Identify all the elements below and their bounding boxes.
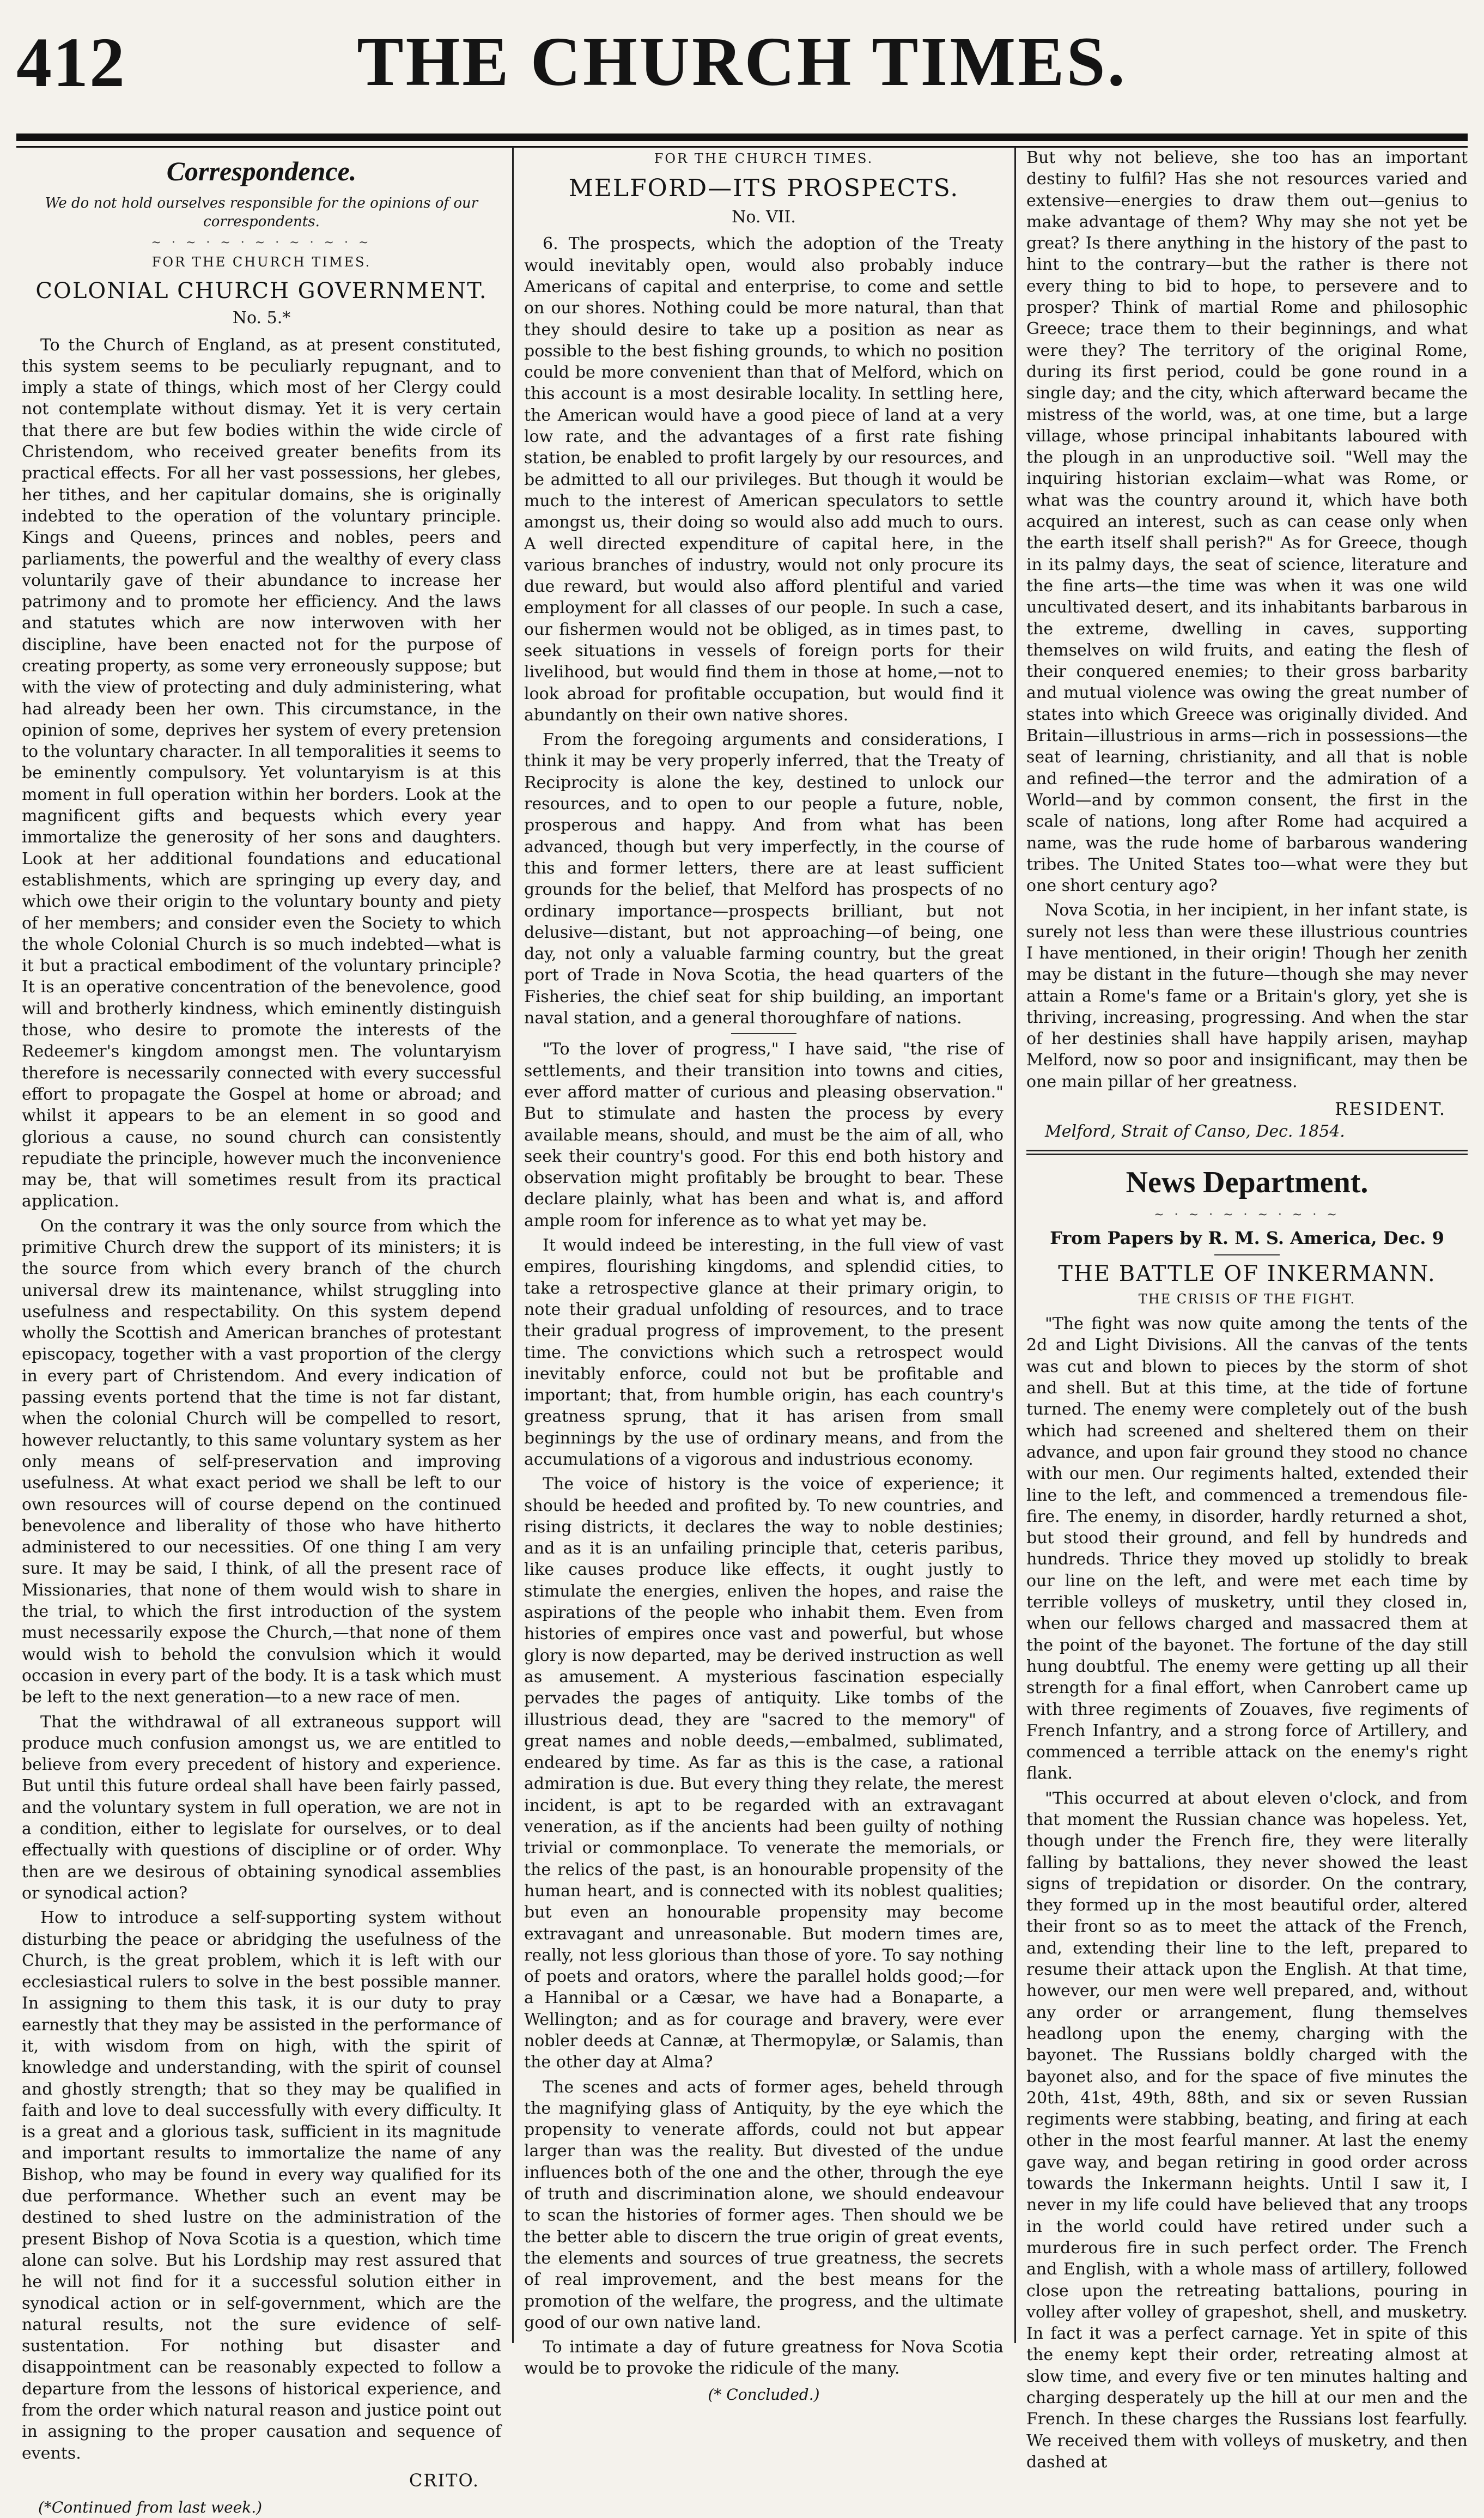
news-source-line: From Papers by R. M. S. America, Dec. 9 — [1050, 1228, 1444, 1249]
concluded-note: (* Concluded.) — [708, 2385, 820, 2404]
article-paragraph: The voice of history is the voice of experience; it should be heeded and profited by. To new countries, and rising districts, it declares the way to noble destinies; and as it is an unfailing principle that, ceteris paribus, like causes produce like effects, it ought justly to stimulate the energies, enliven the hopes, and raise the aspirations of the people who inhabit them. Even from histories of empires once vast and powerful, but whose glory is now departed, may be derived instruction as well as amusement. A mysterious fascination especially pervades the pages of antiquity. Like tombs of the illustrious dead, they are "sacred to the memory" of great names and noble deeds,—embalmed, sublimated, endeared by time. As far as this is the case, a rational admiration is due. But every thing they relate, the merest incident, is apt to be regarded with an extravagant veneration, as if the ancients had been guilty of nothing trivial or commonplace. To venerate the memorials, or the relics of the past, is an honourable propensity of the human heart, and is connected with its noblest qualities; but even an honourable propensity may become extravagant and unreasonable. But modern times are, really, not less glorious than those of yore. To say nothing of poets and orators, where the parallel holds good;—for a Hannibal or a Cæsar, we have had a Bonaparte, a Wellington; and as for courage and bravery, were ever nobler deeds at Cannæ, at Thermopylæ, or Salamis, than the other day at Alma? — [524, 1475, 1003, 2072]
article-title: THE BATTLE OF INKERMANN. — [1058, 1261, 1436, 1287]
column-divider — [1014, 147, 1016, 2343]
author-signature: CRITO. — [409, 2470, 479, 2491]
page-number: 412 — [16, 23, 126, 102]
byline-for-church-times: FOR THE CHURCH TIMES. — [654, 151, 874, 166]
article-paragraph: From the foregoing arguments and considerations, I think it may be very properly inferred, that the Treaty of Reciprocity is alone the key, destined to unlock our resources, and to open to our people a future, noble, prosperous and happy. And from what has been advanced, though but very imperfectly, in the course of this and former letters, there are at least sufficient grounds for the belief, that Melford has prospects of no ordinary importance—prospects brilliant, but not delusive—distant, but not approaching—of being, one day, not only a valuable farming country, but the great port of Trade in Nova Scotia, the head quarters of the Fisheries, the chief seat for ship building, an important naval station, and a general thoroughfare of nations. — [524, 730, 1003, 1028]
article-subtitle: THE CRISIS OF THE FIGHT. — [1138, 1291, 1356, 1307]
masthead — [16, 22, 1468, 131]
article-paragraph: To the Church of England, as at present constituted, this system seems to be peculiarly repugnant, and to imply a state of things, which most of her Clergy could not contemplate without dismay. Yet it is very certain that there are but few bodies within the wide circle of Christendom, who received greater benefits from its practical effects. For all her vast possessions, her glebes, her tithes, and her capitular domains, she is originally indebted to the operation of the voluntary principle. Kings and Queens, princes and nobles, peers and parliaments, the powerful and the wealthy of every class voluntarily gave of their abundance to increase her patrimony and to promote her efficiency. And the laws and statutes which are now interwoven with her discipline, have been enacted not for the purpose of creating property, as some very erroneously suppose; but with the view of protecting and duly administering, what had already been her own. This circumstance, in the opinion of some, deprives her system of every pretension to the voluntary character. In all temporalities it seems to be eminently compulsory. Yet voluntaryism is at this moment in full operation within her borders. Look at the magnificent gifts and bequests which every year immortalize the generosity of her sons and daughters. Look at her additional foundations and educational establishments, which are springing up every day, and which owe their origin to the voluntary bounty and piety of her members; and consider even the Society to which the whole Colonial Church is so much indebted—what is it but a practical embodiment of the voluntary principle? It is an operative concentration of the benevolence, good will and brotherly kindness, which eminently distinguish those, who desire to promote the interests of the Redeemer's kingdom amongst men. The voluntaryism therefore is necessarily connected with every successful effort to propagate the Gospel at home or abroad; and whilst it appears to be an element in so good and glorious a cause, no sound church can consistently repudiate the principle, however much the inconvenience may be, that will sometimes result from its practical application. — [22, 335, 501, 1211]
section-heading-news: News Department. — [1126, 1166, 1369, 1200]
section-heading-correspondence: Correspondence. — [166, 156, 357, 186]
dateline: Melford, Strait of Canso, Dec. 1854. — [1045, 1121, 1345, 1141]
article-paragraph: But why not believe, she too has an important destiny to fulfil? Has she not resources varied and extensive—energies to draw them out—genius to make advantage of them? Why may she not yet be great? Is there anything in the history of the past to hint to the contrary—but the rather is there not every thing to bid to hope, to persevere and to prosper? Think of martial Rome and philosophic Greece; trace them to their beginnings, and what were they? The territory of the original Rome, during its first period, could be gone round in a single day; and the city, which afterward became the mistress of the world, was, at one time, but a large village, whose principal inhabitants laboured with the plough in an unproductive soil. "Well may the inquiring historian exclaim—what was Rome, or what was the country around it, which have both acquired an interest, such as can cease only when the earth itself shall perish?" As for Greece, though in its palmy days, the seat of science, literature and the fine arts—the time was when it was one wild uncultivated desert, and its inhabitants barbarous in the extreme, dwelling in caves, supporting themselves on wild fruits, and eating the flesh of their conquered enemies; to their gross barbarity and mutual violence was owing the great number of states into which Greece was originally divided. And Britain—illustrious in arms—rich in possessions—the seat of learning, christianity, and all that is noble and refined—the terror and the admiration of a World—and by common consent, the first in the scale of nations, long after Rome had acquired a name, was the rude home of barbarous wandering tribes. The United States too—what were they but one short century ago? — [1026, 148, 1468, 896]
column-3 — [1026, 147, 1468, 2472]
editorial-disclaimer: We do not hold ourselves responsible for the opinions of our correspondents. — [45, 195, 478, 230]
article-title: COLONIAL CHURCH GOVERNMENT. — [35, 278, 488, 304]
article-number: No. VII. — [732, 208, 796, 227]
separator-rule — [1214, 1254, 1280, 1255]
byline-for-church-times: FOR THE CHURCH TIMES. — [151, 254, 372, 270]
newspaper-title: THE CHURCH TIMES. — [357, 23, 1127, 100]
column-2 — [524, 147, 1003, 2404]
article-paragraph: "To the lover of progress," I have said, "the rise of settlements, and their transition into towns and cities, ever afford matter of curious and pleasing observation." But to stimulate and hasten the process by every available means, should, and must be the aim of all, who seek their country's good. For this end both history and observation might profitably be brought to bear. These declare plainly, what has been and what is, and afford ample room for inference as to what yet may be. — [524, 1040, 1003, 1230]
separator-rule — [731, 1033, 796, 1034]
article-paragraph: It would indeed be interesting, in the full view of vast empires, flourishing kingdoms, and splendid cities, to take a retrospective glance at their primary origin, to note their gradual unfolding of resources, and to trace their gradual progress of improvement, to the present time. The convictions which such a retrospect would inevitably enforce, could not but be profitable and important; that, from humble origin, has each country's greatness sprung, that it has arisen from small beginnings by the use of ordinary means, and from the accumulations of a vigorous and industrious economy. — [524, 1236, 1003, 1469]
article-number: No. 5.* — [232, 308, 291, 328]
ornamental-rule: ~ · ~ · ~ · ~ · ~ · ~ · ~ — [151, 235, 372, 250]
article-paragraph: "The fight was now quite among the tents of the 2d and Light Divisions. All the canvas of the tents was cut and blown to pieces by the storm of shot and shell. But at this time, at the tide of fortune turned. The enemy were completely out of the bush which had screened and sheltered them on their advance, and upon fair ground they stood no chance with our men. Our regiments halted, extended their line to the left, and commenced a tremendous file-fire. The enemy, in disorder, hardly returned a shot, but stood their ground, and fell by hundreds and hundreds. Thrice they moved up stolidly to break our line on the left, and were met each time by terrible volleys of musketry, until they closed in, when our fellows charged and massacred them at the point of the bayonet. The fortune of the day still hung doubtful. The enemy were getting up all their strength for a final effort, when Canrobert came up with three regiments of Zouaves, five regiments of French Infantry, and a strong force of Artillery, and commenced a terrible attack on the enemy's right flank. — [1026, 1314, 1468, 1783]
continued-note: (*Continued from last week.) — [38, 2498, 263, 2516]
column-1 — [22, 147, 501, 2516]
article-paragraph: On the contrary it was the only source from which the primitive Church drew the support of its ministers; it is the source from which every branch of the church universal drew its maintenance, whilst struggling into usefulness and respectability. On this system depend wholly the Scottish and American branches of protestant episcopacy, together with a vast proportion of the clergy in every part of Christendom. And every indication of passing events portend that the time is not far distant, when the colonial Church will be compelled to resort, however reluctantly, to this same voluntary system as her only means of self-preservation and improving usefulness. At what exact period we shall be left to our own resources will of course depend on the continued benevolence and liberality of those who have hitherto administered to our necessities. Of one thing I am very sure. It may be said, I think, of all the present race of Missionaries, that none of them would wish to share in the trial, to which the first introduction of the system must necessarily expose the Church,—that none of them would wish to behold the convulsion which it would occasion in every part of the body. It is a task which must be left to the next generation—to a new race of men. — [22, 1216, 501, 1707]
article-title: MELFORD—ITS PROSPECTS. — [568, 174, 959, 203]
section-rule — [1026, 1150, 1468, 1155]
author-signature: RESIDENT. — [1335, 1099, 1446, 1120]
article-paragraph: To intimate a day of future greatness for Nova Scotia would be to provoke the ridicule of the many. — [524, 2338, 1003, 2379]
article-paragraph: "This occurred at about eleven o'clock, and from that moment the Russian chance was hopeless. Yet, though under the French fire, they were literally falling by battalions, they never showed the least signs of trepidation or disorder. On the contrary, they formed up in the most beautiful order, altered their front so as to meet the attack of the French, and, extending their line to the left, prepared to resume their attack upon the English. At that time, however, our men were well prepared, and, without any order or arrangement, flung themselves headlong upon the enemy, charging with the bayonet. The Russians boldly charged with the bayonet also, and for the space of five minutes the 20th, 41st, 49th, 88th, and six or seven Russian regiments were stabbing, beating, and firing at each other in the most fearful manner. At last the enemy gave way, and began retiring in good order across towards the Inkermann heights. Until I saw it, I never in my life could have believed that any troops in the world could have retired under such a murderous fire in such perfect order. The French and English, with a whole mass of artillery, followed close upon the retreating battalions, pouring in volley after volley of grapeshot, shell, and musketry. In fact it was a perfect carnage. Yet in spite of this the enemy kept their order, retreating almost at slow time, and every five or ten minutes halting and charging desperately up the hill at our men and the French. In these charges the Russians lost fearfully. We received them with volleys of musketry, and then dashed at — [1026, 1788, 1468, 2472]
ornamental-rule: ~ · ~ · ~ · ~ · ~ · ~ — [1154, 1208, 1340, 1222]
article-paragraph: That the withdrawal of all extraneous support will produce much confusion amongst us, we are entitled to believe from every precedent of history and experience. But until this future ordeal shall have been fairly passed, and the voluntary system in full operation, we are not in a condition, either to legislate for ourselves, or to deal effectually with questions of discipline or of order. Why then are we desirous of obtaining synodical assemblies or synodical action? — [22, 1712, 501, 1903]
article-paragraph: Nova Scotia, in her incipient, in her infant state, is surely not less than were these illustrious countries I have mentioned, in their origin! Though her zenith may be distant in the future—though she may never attain a Rome's fame or a Britain's glory, yet she is thriving, increasing, progressing. And when the star of her destinies shall have happily arisen, mayhap Melford, now so poor and insignificant, may then be one main pillar of her greatness. — [1026, 901, 1468, 1091]
masthead-rule-thick — [16, 134, 1468, 141]
column-divider — [512, 147, 514, 2343]
article-paragraph: How to introduce a self-supporting system without disturbing the peace or abridging the usefulness of the Church, is the great problem, which it is left with our ecclesiastical rulers to solve in the best possible manner. In assigning to them this task, it is our duty to pray earnestly that they may be assisted in the performance of it, with wisdom from on high, with the spirit of knowledge and understanding, with the spirit of counsel and ghostly strength; that so they may be qualified in faith and love to deal successfully with every difficulty. It is a great and a glorious task, sufficient in its magnitude and important results to immortalize the name of any Bishop, who may be found in every way qualified for its due performance. Whether such an event may be destined to shed lustre on the administration of the present Bishop of Nova Scotia is a question, which time alone can solve. But his Lordship may rest assured that he will not find for it a successful solution either in synodical action or in self-government, which are the natural results, not the sure evidence of self-sustentation. For nothing but disaster and disappointment can be reasonably expected to follow a departure from the lessons of historical experience, and from the order which natural reason and justice point out in assigning to the proper causation and sequence of events. — [22, 1908, 501, 2463]
article-paragraph: 6. The prospects, which the adoption of the Treaty would inevitably open, would also probably induce Americans of capital and enterprise, to come and settle on our shores. Nothing could be more natural, than that they should desire to take up a position as near as possible to the best fishing grounds, to which no position could be more convenient than that of Melford, which on this account is a most desirable locality. In settling here, the American would have a good piece of land at a very low rate, and the advantages of a first rate fishing station, be enabled to profit largely by our resources, and be admitted to all our privileges. But though it would be much to the interest of American speculators to settle amongst us, their doing so would also add much to ours. A well directed expenditure of capital here, in the various branches of industry, would not only procure its due reward, but would also afford plentiful and varied employment for all classes of our people. In such a case, our fishermen would not be obliged, as in times past, to seek situations in vessels of foreign ports for their livelihood, but would find them in those at home,—not to look abroad for profitable occupation, but would find it abundantly on their own native shores. — [524, 234, 1003, 725]
article-paragraph: The scenes and acts of former ages, beheld through the magnifying glass of Antiquity, by the eye which the propensity to venerate affords, could not but appear larger than was the reality. But divested of the undue influences both of the one and the other, through the eye of truth and discrimination alone, we should endeavour to scan the histories of former ages. Then should we be the better able to discern the true origin of great events, the elements and sources of true greatness, the secrets of real improvement, and the best means for the promotion of the welfare, the progress, and the ultimate good of our own native land. — [524, 2077, 1003, 2332]
